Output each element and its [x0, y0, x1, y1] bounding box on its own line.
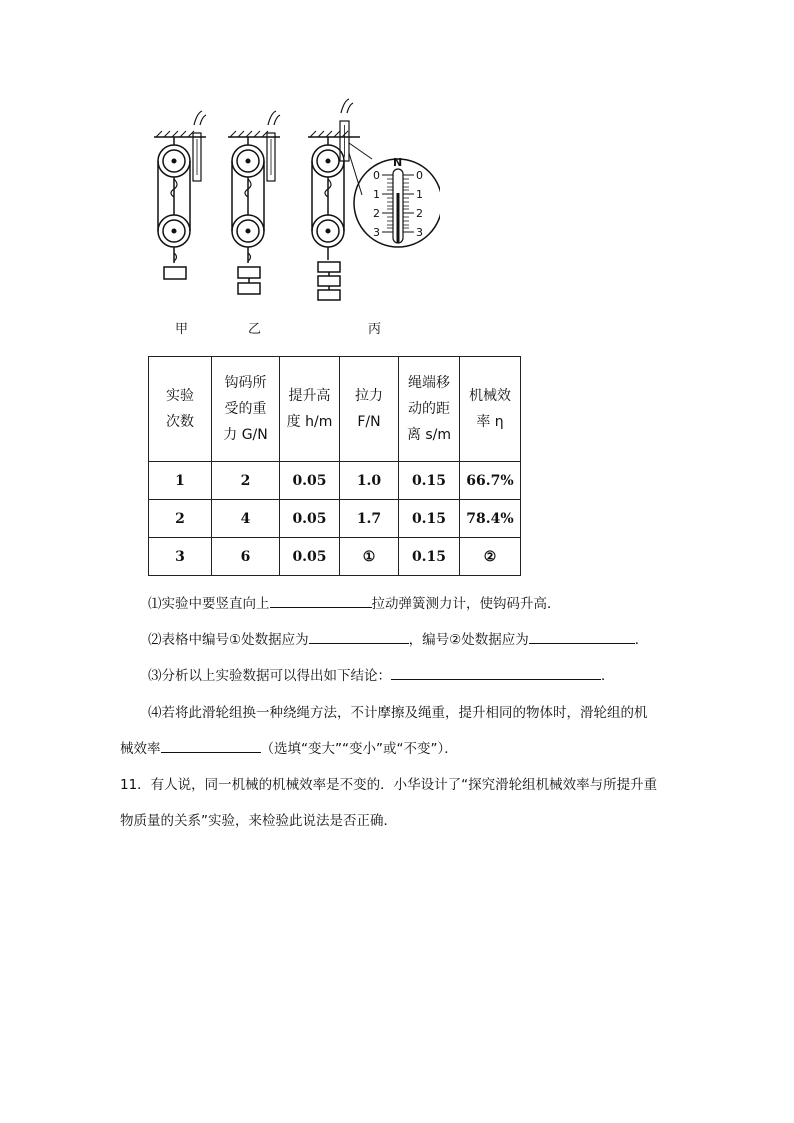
question-text: ．: [601, 668, 615, 684]
header-cell: [399, 357, 460, 462]
question-text: 物质量的关系”实验，来检验此说法是否正确．: [120, 813, 397, 829]
header-cell: [340, 357, 399, 462]
scale-tick-right: 2: [416, 207, 423, 220]
scale-tick-left: 2: [373, 207, 380, 220]
table-cell: 4: [212, 500, 280, 538]
question-text: ⑵表格中编号①处数据应为: [148, 632, 309, 648]
answer-blank[interactable]: [529, 629, 635, 644]
experiment-table: [148, 356, 521, 576]
pulley-setup-jia: [154, 111, 206, 279]
table-row: [149, 500, 521, 538]
question-1: [148, 592, 561, 612]
question-4-line-1: [148, 701, 648, 721]
table-cell: 1: [149, 462, 212, 500]
header-text: 动的距: [408, 401, 450, 417]
table-cell: 1.7: [340, 500, 399, 538]
header-cell: [280, 357, 340, 462]
header-text: 率 η: [476, 414, 504, 430]
question-text: ⑶分析以上实验数据可以得出如下结论：: [148, 668, 391, 684]
table-cell: 0.05: [280, 538, 340, 576]
header-text: F/N: [357, 414, 381, 430]
header-text: 次数: [166, 414, 194, 430]
table-row: [149, 462, 521, 500]
table-cell: 3: [149, 538, 212, 576]
question-11-line-1: [120, 773, 657, 793]
scale-tick-left: 0: [373, 169, 380, 182]
header-text: 机械效: [469, 388, 511, 404]
header-text: 提升高: [288, 388, 331, 404]
question-text: 械效率: [120, 741, 161, 757]
header-text: 绳端移: [408, 375, 450, 391]
table-cell: 6: [212, 538, 280, 576]
header-text: 实验: [166, 388, 194, 404]
table-cell: 2: [149, 500, 212, 538]
pulley-figure: [140, 95, 440, 345]
table-row: [149, 538, 521, 576]
table-cell: 0.05: [280, 462, 340, 500]
header-text: 离 s/m: [406, 427, 452, 443]
header-cell: [460, 357, 521, 462]
spring-scale-magnified: [354, 159, 440, 247]
table-cell: 0.15: [399, 500, 460, 538]
question-text: （选填“变大”“变小”或“不变”）．: [260, 741, 458, 757]
figure-caption-jia: 甲: [175, 322, 189, 337]
header-cell: [212, 357, 280, 462]
scale-unit-label: N: [393, 156, 403, 169]
table-cell: 2: [212, 462, 280, 500]
header-cell: [149, 357, 212, 462]
question-text: ⑴实验中要竖直向上: [148, 596, 270, 612]
table-cell: 1.0: [340, 462, 399, 500]
question-2: [148, 628, 648, 648]
question-text: 11．有人说，同一机械的机械效率是不变的．小华设计了“探究滑轮组机械效率与所提升重: [120, 777, 658, 793]
answer-blank[interactable]: [270, 593, 372, 608]
scale-tick-left: 1: [373, 188, 380, 201]
table-header-row: [149, 357, 521, 462]
header-text: 度 h/m: [286, 414, 333, 430]
scale-tick-left: 3: [373, 226, 380, 239]
header-text: 拉力: [355, 388, 383, 404]
pulley-setup-yi: [228, 111, 280, 294]
question-4-line-2: [120, 737, 458, 757]
pulley-setup-bing: [308, 99, 372, 300]
table-cell: ①: [340, 538, 399, 576]
scale-tick-right: 3: [416, 226, 423, 239]
table-cell: 78.4%: [460, 500, 521, 538]
question-text: ．: [634, 632, 649, 648]
table-cell: 66.7%: [460, 462, 521, 500]
answer-blank[interactable]: [391, 665, 601, 680]
table-cell: ②: [460, 538, 521, 576]
header-text: 受的重: [224, 401, 267, 417]
question-text: ，编号②处数据应为: [408, 632, 529, 648]
scale-tick-right: 0: [416, 169, 423, 182]
answer-blank[interactable]: [161, 738, 261, 753]
answer-blank[interactable]: [309, 629, 409, 644]
scale-tick-right: 1: [416, 188, 423, 201]
question-text: ⑷若将此滑轮组换一种绕绳方法，不计摩擦及绳重，提升相同的物体时，滑轮组的机: [148, 705, 648, 721]
table-cell: 0.05: [280, 500, 340, 538]
question-11-line-2: [120, 809, 397, 829]
table-cell: 0.15: [399, 538, 460, 576]
figure-caption-bing: 丙: [368, 322, 382, 337]
header-text: 钩码所: [224, 375, 267, 391]
figure-caption-yi: 乙: [248, 322, 262, 337]
table-cell: 0.15: [399, 462, 460, 500]
header-text: 力 G/N: [223, 427, 268, 443]
question-text: 拉动弹簧测力计，使钩码升高．: [371, 596, 561, 612]
question-3: [148, 664, 615, 684]
